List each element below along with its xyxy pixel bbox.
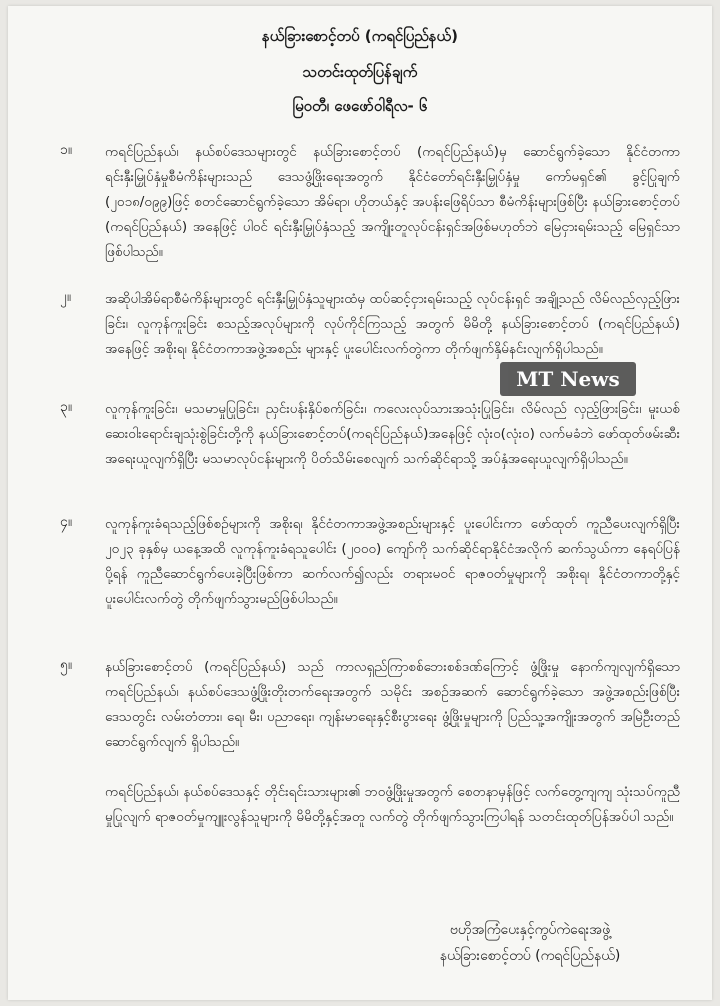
- paragraph-text: လူကုန်ကူးခံရသည့်ဖြစ်စဉ်များကို အစိုးရ၊ နိုင်ငံတကာအဖွဲ့အစည်းများနှင့် ပူးပေါင်းကာ ဖော်ထုတ် ကူညီပေးလျက်ရှိပြီး ၂၀၂၃ ခုနှစ်မှ ယနေ့အထိ လူကုန်ကူးခံရသူပေါင်း (၂၀၀၀) ကျော်ကို သက်ဆိုင်ရာနိုင်ငံအလိုက် ဆက်သွယ်ကာ နေရပ်ပြန်ပို့ရန် ကူညီဆောင်ရွက်ပေးခဲ့ပြီးဖြစ်ကာ ဆက်လက်၍လည်း တရားမဝင် ရာဇဝတ်မှုများကို အစိုးရ၊ နိုင်ငံတကာတို့နှင့် ပူးပေါင်းလက်တွဲ တိုက်ဖျက်သွားမည်ဖြစ်ပါသည်။: [105, 516, 680, 607]
- signature-committee: ဗဟိုအကြံပေးနှင့်ကွပ်ကဲရေးအဖွဲ့: [449, 922, 611, 938]
- paragraph-number: ၁။: [60, 142, 73, 158]
- paragraph-text: ကရင်ပြည်နယ်၊ နယ်စပ်ဒေသများတွင် နယ်ခြားစောင့်တပ် (ကရင်ပြည်နယ်)မှ ဆောင်ရွက်ခဲ့သော နိုင်ငံတကာရင်းနှီးမြှုပ်နှံမှုစီမံကိန်းများသည် ဒေသဖွံ့ဖြိုးရေးအတွက် နိုင်ငံတော်ရင်းနှီးမြှုပ်နှံမှု ကော်မရှင်၏ ခွင့်ပြုချက် (၂၀၁၈/၀၉၉)ဖြင့် စတင်ဆောင်ရွက်ခဲ့သော အိမ်ရာ၊ ဟိုတယ်နှင့် အပန်းဖြေရိပ်သာ စီမံကိန်းများဖြစ်ပြီး နယ်ခြားစောင့်တပ် (ကရင်ပြည်နယ်) အနေဖြင့် ပါဝင် ရင်းနှီးမြှုပ်နှံသည့် အကျိုးတူလုပ်ငန်းရှင်အဖြစ်မဟုတ်ဘဲ မြေငှားရမ်းသည့် မြေရှင်သာဖြစ်ပါသည်။: [105, 144, 680, 260]
- paragraph-text: လူကုန်ကူးခြင်း၊ မသမာမှုပြုခြင်း၊ ညှင်းပန်းနှိပ်စက်ခြင်း၊ ကလေးလုပ်သားအသုံးပြုခြင်း၊ လိမ်လည် လှည့်ဖြားခြင်း၊ မူးယစ်ဆေးဝါးရောင်းချသုံးစွဲခြင်းတို့ကို နယ်ခြားစောင့်တပ်(ကရင်ပြည်နယ်)အနေဖြင့် လုံးဝ(လုံးဝ) လက်မခံဘဲ ဖော်ထုတ်ဖမ်းဆီးအရေးယူလျက်ရှိပြီး မသမာလုပ်ငန်းများကို ပိတ်သိမ်းစေလျက် သက်ဆိုင်ရာသို့ အပ်နှံအရေးယူလျက်ရှိပါသည်။: [105, 401, 680, 467]
- watermark-badge: MT News: [500, 362, 636, 396]
- paragraph-number: ၃။: [60, 399, 73, 415]
- paragraph-text: နယ်ခြားစောင့်တပ် (ကရင်ပြည်နယ်) သည် ကာလရှည်ကြာစစ်ဘေးစစ်ဒဏ်ကြောင့် ဖွံ့ဖြိုးမှု နောက်ကျလျက်ရှိသော ကရင်ပြည်နယ်၊ နယ်စပ်ဒေသဖွံ့ဖြိုးတိုးတက်ရေးအတွက် သမိုင်း အစဉ်အဆက် ဆောင်ရွက်ခဲ့သော အဖွဲ့အစည်းဖြစ်ပြီး ဒေသတွင်း လမ်းတံတား၊ ရေ၊ မီး၊ ပညာရေး၊ ကျန်းမာရေးနှင့်စီးပွားရေး ဖွံ့ဖြိုးမှုများကို ပြည်သူ့အကျိုးအတွက် အမြဲဦးတည်ဆောင်ရွက်လျက် ရှိပါသည်။: [105, 659, 680, 750]
- paragraph-number: ၄။: [60, 514, 73, 530]
- paragraph-text: ကရင်ပြည်နယ်၊ နယ်စပ်ဒေသနှင့် တိုင်းရင်းသားများ၏ ဘဝဖွံ့ဖြိုးမှုအတွက် စေတနာမှန်ဖြင့် လက်တွေ့ကျကျ သုံးသပ်ကူညီမှုပြုလျက် ရာဇဝတ်မှုကျူးလွန်သူများကို မိမိတို့နှင့်အတူ လက်တွဲ တိုက်ဖျက်သွားကြပါရန် သတင်းထုတ်ပြန်အပ်ပါ သည်။: [105, 784, 680, 825]
- paragraph-text: အဆိုပါအိမ်ရာစီမံကိန်းများတွင် ရင်းနှီးမြှုပ်နှံသူများထံမှ ထပ်ဆင့်ငှားရမ်းသည့် လုပ်ငန်းရှင် အချို့သည် လိမ်လည်လှည့်ဖြားခြင်း၊ လူကုန်ကူးခြင်း စသည့်အလုပ်များကို လုပ်ကိုင်ကြသည့် အတွက် မိမိတို့ နယ်ခြားစောင့်တပ် (ကရင်ပြည်နယ်) အနေဖြင့် အစိုးရ၊ နိုင်ငံတကာအဖွဲ့အစည်း များနှင့် ပူးပေါင်းလက်တွဲကာ တိုက်ဖျက်နှိမ်နင်းလျက်ရှိပါသည်။: [105, 291, 680, 357]
- document-subtitle: သတင်းထုတ်ပြန်ချက်: [302, 63, 418, 81]
- signature-organization: နယ်ခြားစောင့်တပ် (ကရင်ပြည်နယ်): [439, 948, 621, 964]
- paragraph-number: ၂။: [60, 289, 72, 305]
- paragraph-number: ၅။: [60, 657, 73, 673]
- document-title: နယ်ခြားစောင့်တပ် (ကရင်ပြည်နယ်): [262, 27, 458, 45]
- document-date: မြဝတီ၊ ဖေဖော်ဝါရီလ- ၆: [292, 97, 428, 115]
